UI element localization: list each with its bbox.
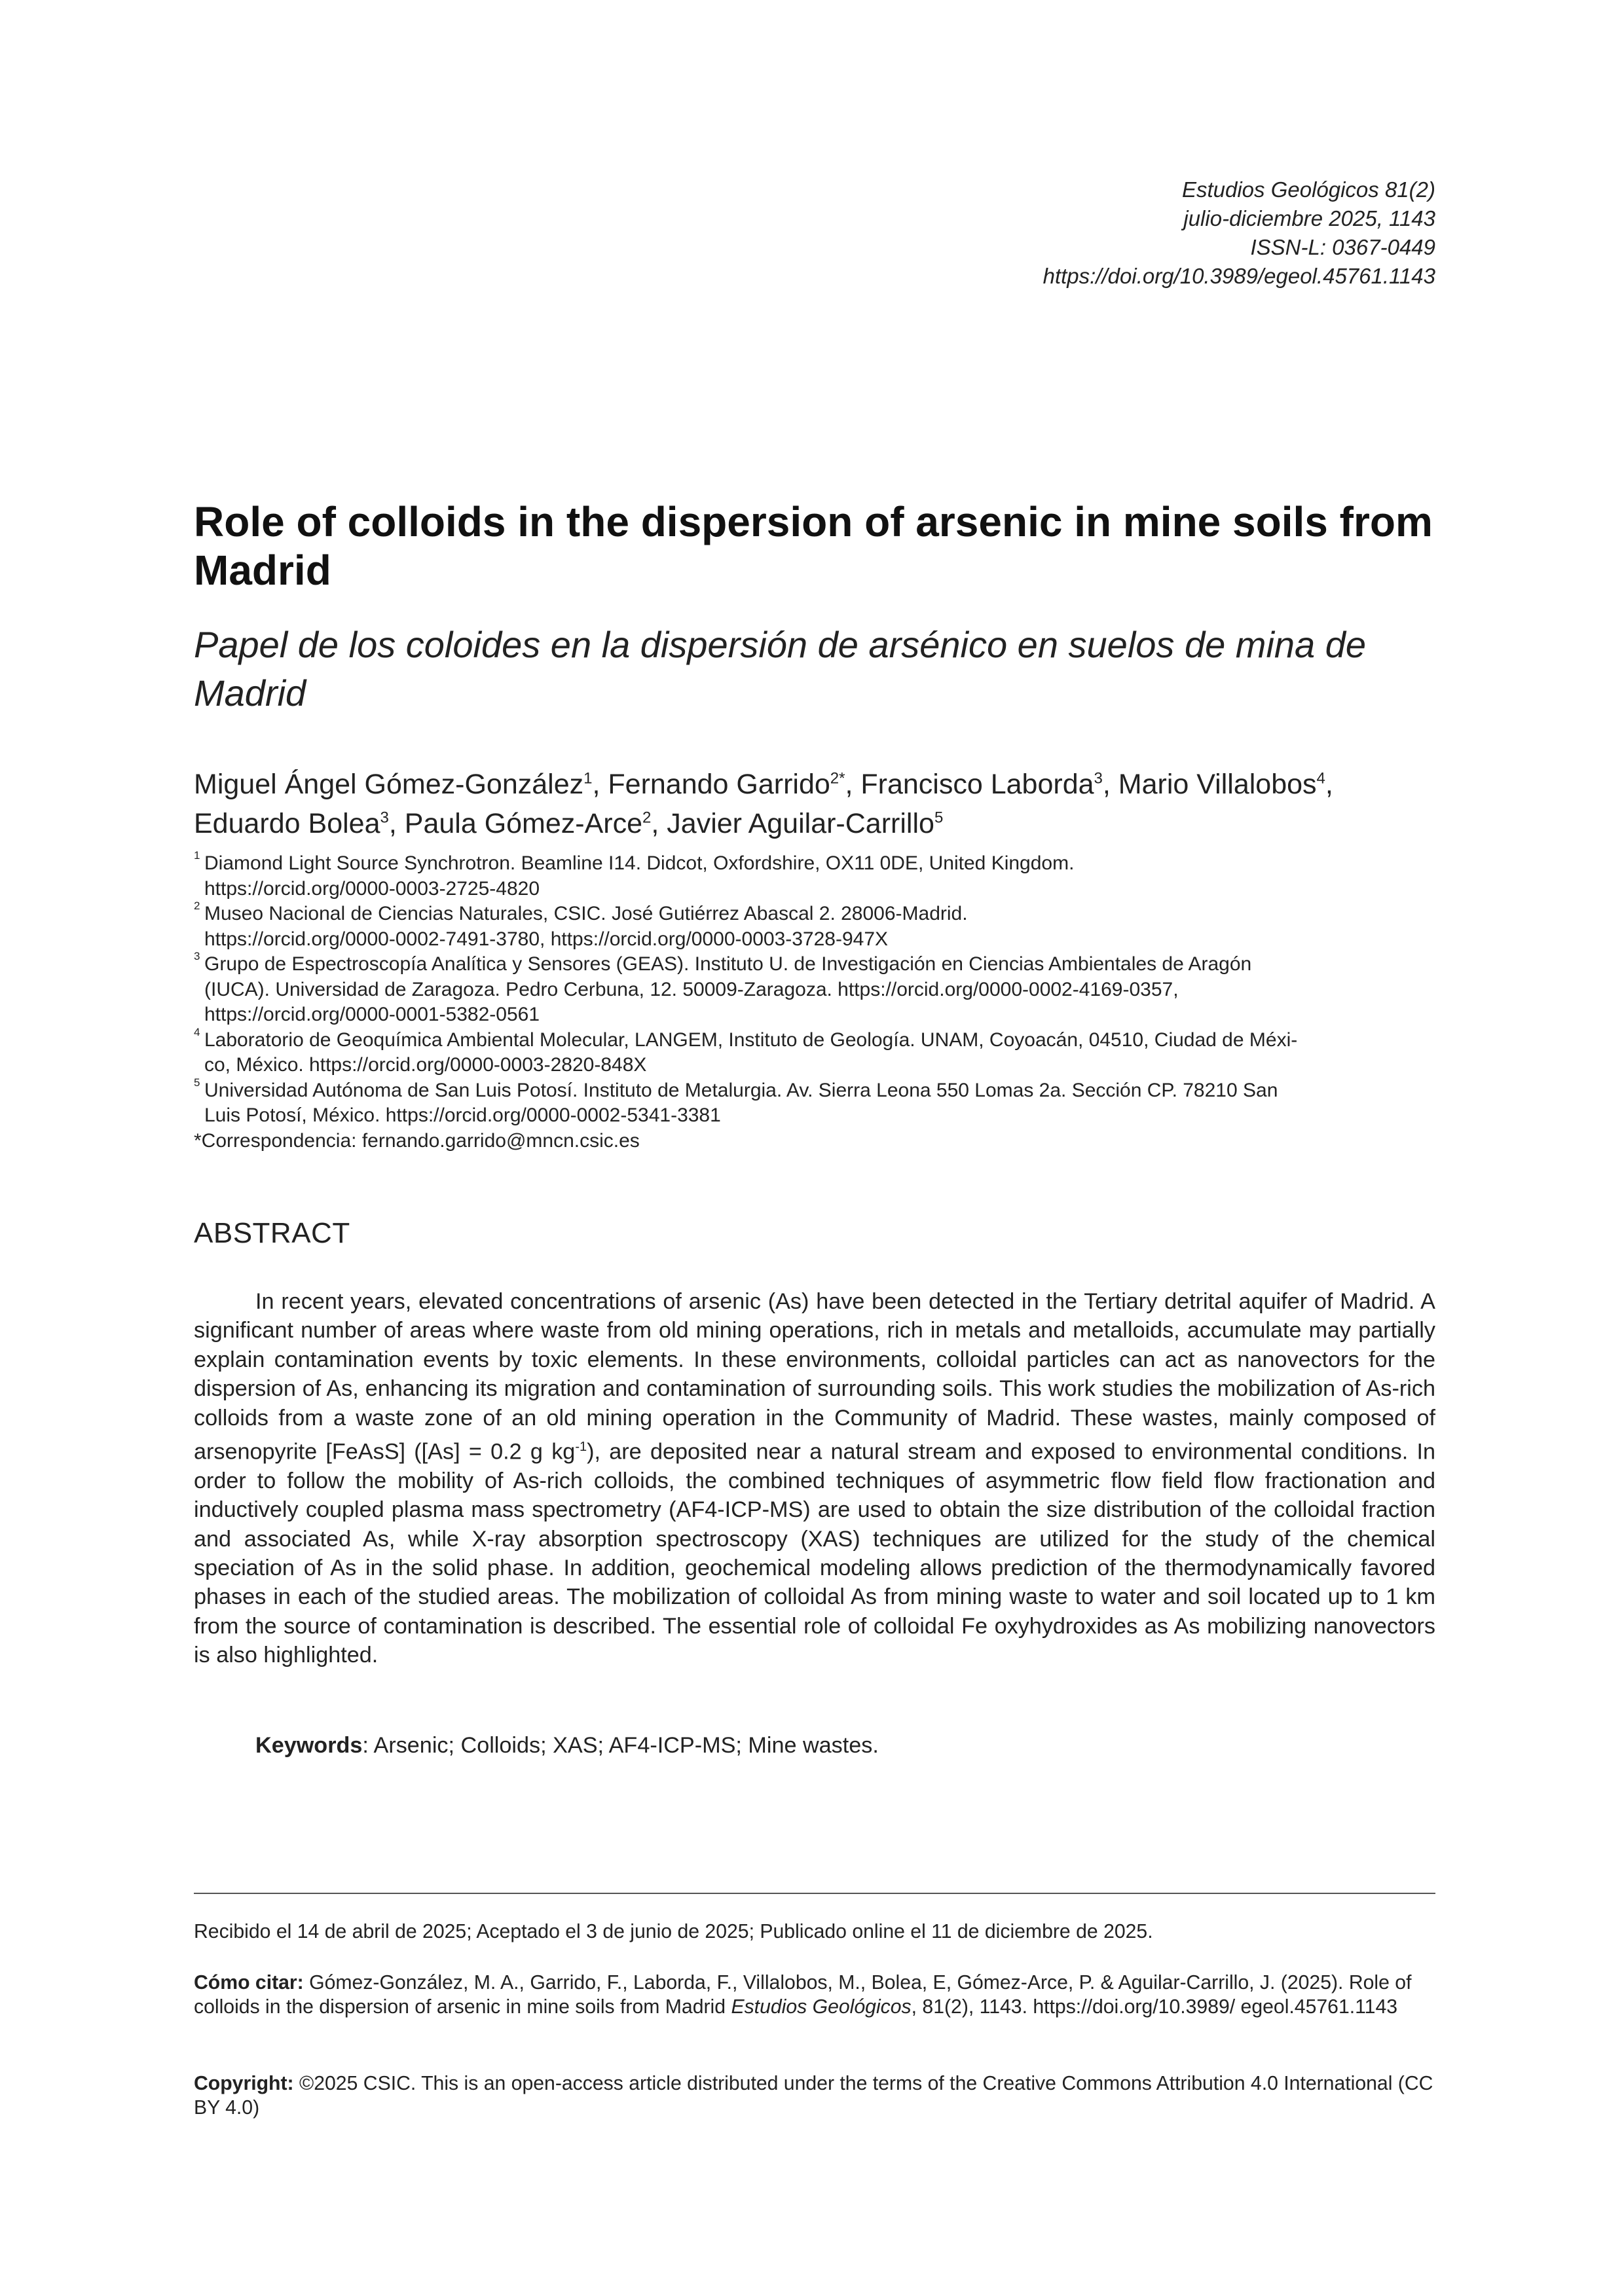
orcid-link[interactable]: https://orcid.org/0000-0003-2725-4820 [204, 877, 540, 900]
received-dates: Recibido el 14 de abril de 2025; Aceptado el 3 de junio de 2025; Publicado online el 11 de diciembre de 2025. [194, 1921, 1153, 1942]
correspondence-email[interactable]: *Correspondencia: fernando.garrido@mncn.csic.es [194, 1129, 640, 1152]
author: Miguel Ángel Gómez-González$^1$, [194, 769, 608, 800]
author: Mario Villalobos$^4$, [1118, 769, 1333, 800]
abstract-body: In recent years, elevated concentrations of arsenic (As) have been detected in the Tertiary detrital aquifer of Madrid. A significant number of areas where waste from old mining operations, rich in metals and metalloids, accumulate may partially explain contamination events by toxic elements. In these environments, colloidal particles can act as nanovectors for the dispersion of As, enhancing its migration and contamination of surrounding soils. This work studies the mobilization of As-rich colloids from a waste zone of an old mining operation in the Community of Madrid. These wastes, mainly composed of arsenopyrite [FeAsS] ([As] = 0.2 g $kg^{-1}$), are deposited near a natural stream and exposed to environmental conditions. In order to follow the mobility of As-rich colloids, the combined techniques of asymmetric flow field flow fractionation and inductively coupled plasma mass spectrometry (AF4-ICP-MS) are used to obtain the size distribution of the colloidal fraction and associated As, while X-ray absorption spectroscopy (XAS) techniques are utilized for the study of the chemical speciation of As in the solid phase. In addition, geochemical modeling allows prediction of the thermodynamically favored phases in each of the studied areas. The mobilization of colloidal As from mining waste to water and soil located up to 1 km from the source of contamination is described. The essential role of colloidal Fe oxyhydroxides as As mobilizing nanovectors is also highlighted. [194, 1289, 1436, 1668]
affiliation: 4 Laboratorio de Geoquímica Ambiental Molecular, LANGEM, Instituto de Geología. UNAM, Coyoacán, 04510, Ciudad de Méxi- co, México. https://orcid.org/0000-0003-2820-848X [194, 1025, 1298, 1076]
how-to-cite: Cómo citar: Gómez-González, M. A., Garrido, F., Laborda, F., Villalobos, M., Bolea, E, Gómez-Arce, P. & Aguilar-Carrillo, J. (2025). Role of colloids in the dispersion of arsenic in mine soils from Madrid Estudios Geológicos, 81(2), 1143. https://doi.org/10.3989/ egeol.45761.1143 [194, 1972, 1412, 2018]
abstract-heading: ABSTRACT [194, 1217, 350, 1249]
journal-issue-date: julio-diciembre 2025, 1143 [1183, 206, 1435, 230]
journal-doi-link[interactable]: https://doi.org/10.3989/egeol.45761.1143 [1043, 264, 1435, 288]
author: Javier Aguilar-Carrillo$^5$ [667, 808, 944, 839]
author: Eduardo Bolea$^3$, [194, 808, 405, 839]
article-title-spanish: Papel de los coloides en la dispersión de arsénico en suelos de mina de Madrid [194, 624, 1367, 714]
author-list [194, 765, 1435, 843]
author: Paula Gómez-Arce$^2$, [404, 808, 667, 839]
affiliation: 3 Grupo de Espectroscopía Analítica y Sensores (GEAS). Instituto U. de Investigación en Ciencias Ambientales de Aragón (IUCA). Universidad de Zaragoza. Pedro Cerbuna, 12. 50009-Zaragoza. https://orcid.org/0000-0002-4169-0357, https://orcid.org/0000-0001-5382-0561 [194, 952, 1435, 1028]
footer-divider [194, 1893, 1435, 1894]
author: Fernando Garrido$^{2*}$, [608, 769, 861, 800]
affiliation: 2 Museo Nacional de Ciencias Naturales, CSIC. José Gutiérrez Abascal 2. 28006-Madrid. https://orcid.org/0000-0002-7491-3780, https://orcid.org/0000-0003-3728-947X [194, 902, 1435, 952]
affiliation-list [194, 851, 1435, 1154]
journal-info [1043, 175, 1435, 291]
author: Francisco Laborda$^3$, [860, 769, 1118, 800]
journal-issn: ISSN-L: 0367-0449 [1250, 235, 1435, 259]
orcid-link[interactable]: https://orcid.org/0000-0002-7491-3780, https://orcid.org/0000-0003-3728-947X [204, 928, 889, 950]
orcid-link[interactable]: https://orcid.org/0000-0001-5382-0561 [204, 1004, 540, 1025]
keywords: Keywords: Arsenic; Colloids; XAS; AF4-ICP-MS; Mine wastes. [255, 1733, 879, 1758]
copyright-notice: Copyright: ©2025 CSIC. This is an open-access article distributed under the terms of the Creative Commons Attribution 4.0 International (CC BY 4.0) [194, 2073, 1433, 2119]
keywords-label: Keywords [255, 1733, 363, 1758]
affiliation: 1 Diamond Light Source Synchrotron. Beamline I14. Didcot, Oxfordshire, OX11 0DE, United Kingdom. https://orcid.org/0000-0003-2725-4820 [194, 851, 1435, 902]
affiliation: 5 Universidad Autónoma de San Luis Potosí. Instituto de Metalurgia. Av. Sierra Leona 550 Lomas 2a. Sección CP. 78210 San Luis Potosí, México. https://orcid.org/0000-0002-5341-3381 [194, 1076, 1278, 1126]
journal-name: Estudios Geológicos 81(2) [1181, 177, 1435, 202]
article-title: Role of colloids in the dispersion of arsenic in mine soils from Madrid [194, 498, 1433, 594]
